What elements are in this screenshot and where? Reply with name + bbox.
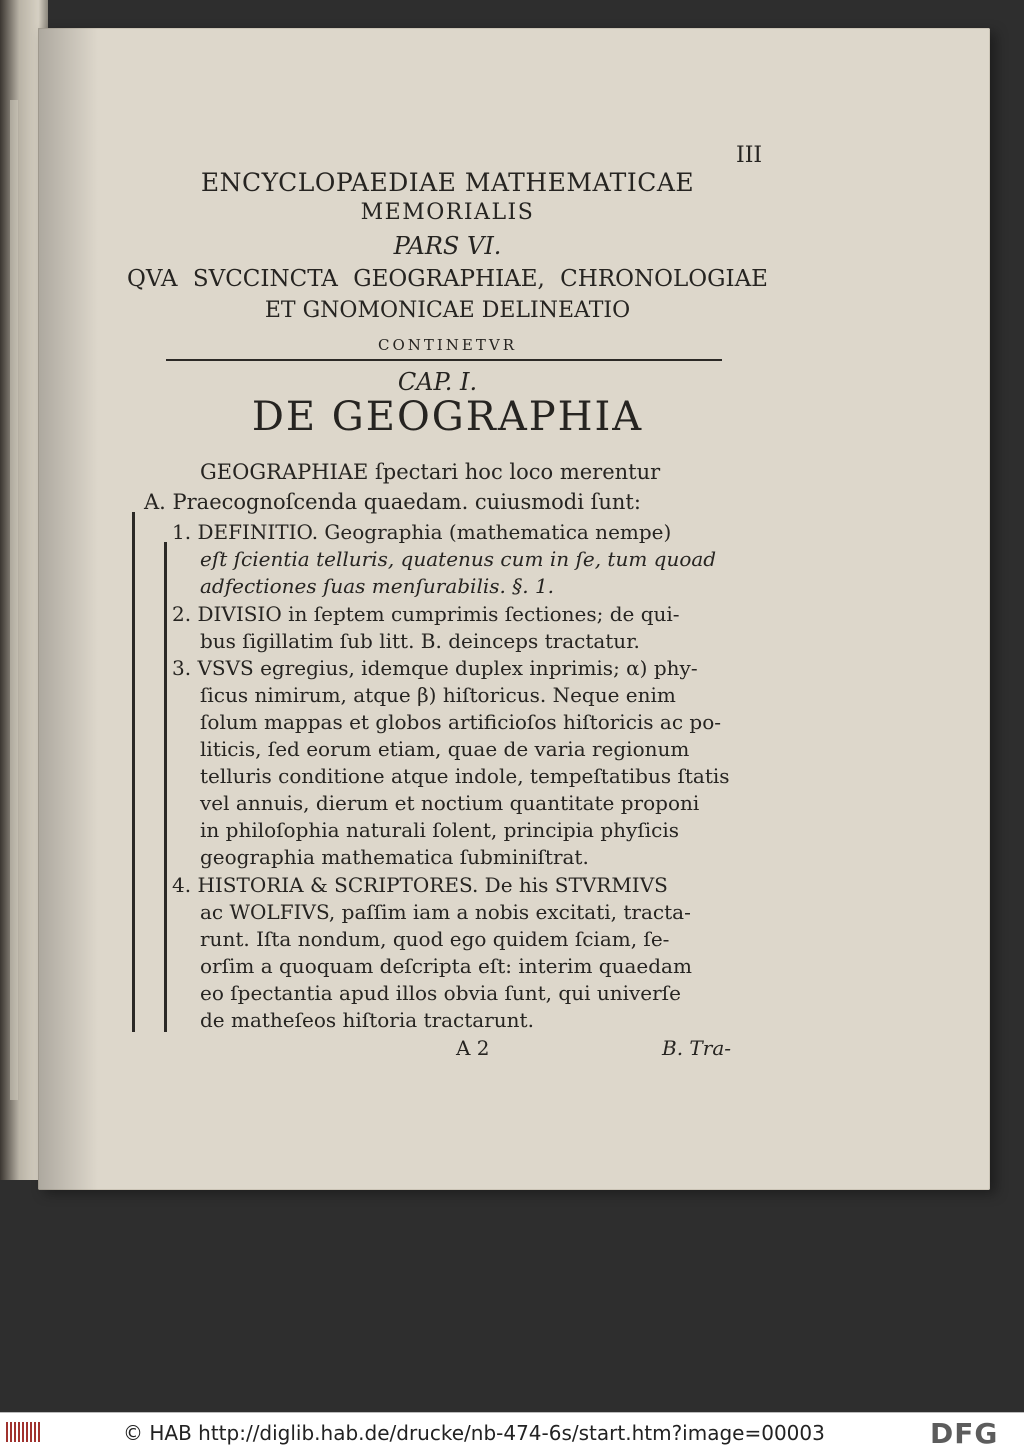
body-line: A. Praecognoſcenda quaedam. cuiusmodi ſunt: (144, 490, 641, 514)
body-line: de matheſeos hiſtoria tractarunt. (200, 1008, 534, 1032)
title-line-4: QVA SVCCINCTA GEOGRAPHIAE, CHRONOLOGIAE (127, 266, 768, 292)
body-line: liticis, ſed eorum etiam, quae de varia regionum (200, 737, 690, 761)
body-line: runt. Iſta nondum, quod ego quidem ſciam, ſe- (200, 927, 670, 951)
body-line: bus ſigillatim ſub litt. B. deinceps tractatur. (200, 629, 640, 653)
barcode-icon (6, 1422, 40, 1442)
body-line: GEOGRAPHIAE ſpectari hoc loco merentur (200, 460, 661, 484)
title-rule (166, 359, 722, 361)
body-line: eſt ſcientia telluris, quatenus cum in ſe, tum quoad (200, 547, 717, 571)
body-line: ſicus nimirum, atque β) hiſtoricus. Neque enim (200, 683, 676, 707)
source-credit[interactable]: © HAB http://diglib.hab.de/drucke/nb-474-6s/start.htm?image=00003 (123, 1421, 825, 1445)
body-line: 3. VSVS egregius, idemque duplex inprimis; α) phy- (172, 656, 698, 680)
outer-brace (132, 512, 135, 1032)
body-line: 2. DIVISIO in ſeptem cumprimis ſectiones; de qui- (172, 602, 680, 626)
body-line: adfectiones ſuas menſurabilis. §. 1. (200, 574, 555, 598)
body-line: orſim a quoquam deſcripta eſt: interim quaedam (200, 954, 692, 978)
chapter-heading: DE GEOGRAPHIA (251, 394, 644, 440)
body-line: in philoſophia naturali ſolent, principia phyſicis (200, 818, 679, 842)
body-line: ac WOLFIVS, paſſim iam a nobis excitati, tracta- (200, 900, 691, 924)
catchword: B. Tra- (662, 1036, 731, 1060)
viewer-footer (0, 1412, 1024, 1451)
body-line: geographia mathematica ſubminiſtrat. (200, 845, 589, 869)
body-line: 1. DEFINITIO. Geographia (mathematica nempe) (172, 520, 672, 544)
body-line: vel annuis, dierum et noctium quantitate proponi (200, 791, 700, 815)
signature-mark: A 2 (456, 1036, 490, 1060)
title-line-1: ENCYCLOPAEDIAE MATHEMATICAE (200, 168, 695, 197)
title-line-6: CONTINETVR (377, 336, 518, 354)
body-line: 4. HISTORIA & SCRIPTORES. De his STVRMIVS (172, 873, 668, 897)
page-number: III (736, 143, 763, 168)
title-line-5: ET GNOMONICAE DELINEATIO (264, 298, 631, 323)
inner-brace (164, 542, 167, 1032)
body-line: eo ſpectantia apud illos obvia ſunt, qui univerſe (200, 981, 681, 1005)
chapter-label: CAP. I. (397, 368, 478, 396)
title-line-2: MEMORIALIS (360, 200, 535, 225)
title-line-3: PARS VI. (393, 232, 502, 260)
body-line: telluris conditione atque indole, tempeſtatibus ſtatis (200, 764, 730, 788)
dfg-logo: DFG (930, 1417, 999, 1450)
body-line: ſolum mappas et globos artificioſos hiſtoricis ac po- (200, 710, 721, 734)
